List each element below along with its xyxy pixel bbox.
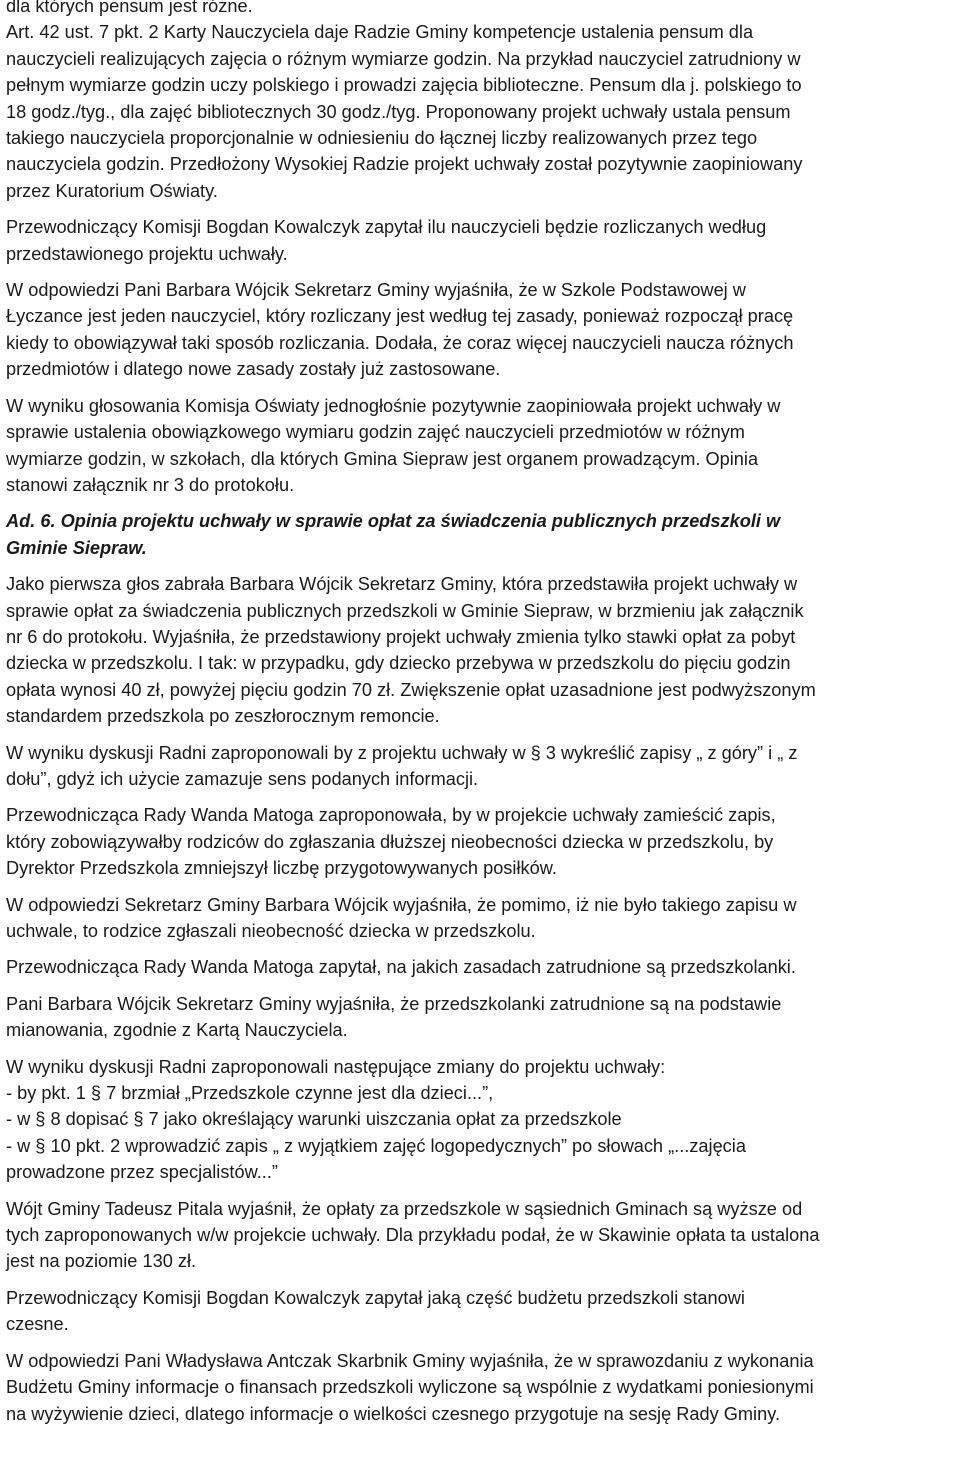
paragraph-budget-question: Przewodniczący Komisji Bogdan Kowalczyk zapytał jaką część budżetu przedszkoli stanowi czesne.	[6, 1287, 745, 1335]
paragraph-fees-project: Jako pierwsza głos zabrała Barbara Wójcik Sekretarz Gminy, która przedstawiła projekt uchwały w sprawie opłat za świadczenia publicznych przedszkoli w Gminie Siepraw, w brzmieniu jak załącznik nr 6 do protokołu. Wyjaśniła, że przedstawiony projekt uchwały zmienia tylko stawki opłat za pobyt dziecka w przedszkolu. I tak: w przypadku, gdy dziecko przebywa w przedszkolu do pięciu godzin opłata wynosi 40 zł, powyżej pięciu godzin 70 zł. Zwiększenie opłat uzasadnione jest podwyższonym standardem przedszkola po zeszłorocznym remoncie.	[6, 574, 816, 727]
paragraph-wojcik-answer: W odpowiedzi Pani Barbara Wójcik Sekretarz Gminy wyjaśniła, że w Szkole Podstawowej w Łyczance jest jeden nauczyciel, który rozliczany jest według tej zasady, ponieważ rozpoczął pracę kiedy to obowiązywał taki sposób rozliczania. Dodała, że coraz więcej nauczycieli naucza różnych przedmiotów i dlatego nowe zasady zostały już zastosowane.	[6, 280, 794, 380]
paragraph-vote-result: W wyniku głosowania Komisja Oświaty jednogłośnie pozytywnie zaopiniowała projekt uchwały w sprawie ustalenia obowiązkowego wymiaru godzin zajęć nauczycieli przedmiotów w różnym wymiarze godzin, w szkołach, dla których Gmina Siepraw jest organem prowadzącym. Opinia stanowi załącznik nr 3 do protokołu.	[6, 395, 781, 495]
paragraph-teachers-employment: Pani Barbara Wójcik Sekretarz Gminy wyjaśniła, że przedszkolanki zatrudnione są na podstawie mianowania, zgodnie z Kartą Nauczyciela.	[6, 993, 782, 1041]
paragraph-matoga-question: Przewodnicząca Rady Wanda Matoga zapytał, na jakich zasadach zatrudnione są przedszkolanki.	[6, 957, 796, 978]
paragraph-pensum-intro: dla których pensum jest różne. Art. 42 ust. 7 pkt. 2 Karty Nauczyciela daje Radzie Gminy kompetencje ustalenia pensum dla nauczycieli realizujących zajęcia o różnym wymiarze godzin. Na przykład nauczyciel zatrudniony w pełnym wymiarze godzin uczy polskiego i prowadzi zajęcia biblioteczne. Pensum dla j. polskiego to 18 godz./tyg., dla zajęć bibliotecznych 30 godz./tyg. Proponowany projekt uchwały ustala pensum takiego nauczyciela proporcjonalnie w odniesieniu do łącznej liczby realizowanych przez tego nauczyciela godzin. Przedłożony Wysokiej Radzie projekt uchwały został pozytywnie zaopiniowany przez Kuratorium Oświaty.	[6, 0, 803, 201]
paragraph-discussion-par3: W wyniku dyskusji Radni zaproponowali by z projektu uchwały w § 3 wykreślić zapisy „ z góry” i „ z dołu”, gdyż ich użycie zamazuje sens podanych informacji.	[6, 742, 798, 789]
paragraph-secretary-reply: W odpowiedzi Sekretarz Gminy Barbara Wójcik wyjaśniła, że pomimo, iż nie było takiego zapisu w uchwale, to rodzice zgłaszali nieobecność dziecka w przedszkolu.	[6, 894, 797, 941]
paragraph-proposed-changes: W wyniku dyskusji Radni zaproponowali następujące zmiany do projektu uchwały: - by pkt. 1 § 7 brzmiał „Przedszkole czynne jest dla dzieci...”, - w § 8 dopisać § 7 jako określający warunki uiszczania opłat za przedszkole - w § 10 pkt. 2 wprowadzić zapis „ z wyjątkiem zajęć logopedycznych” po słowach „...zajęcia prowadzone przez specjalistów...”	[6, 1056, 746, 1183]
paragraph-pitala-explanation: Wójt Gminy Tadeusz Pitala wyjaśnił, że opłaty za przedszkole w sąsiednich Gminach są wyższe od tych zaproponowanych w/w projekcie uchwały. Dla przykładu podał, że w Skawinie opłata ta ustalona jest na poziomie 130 zł.	[6, 1198, 820, 1272]
paragraph-kowalczyk-question: Przewodniczący Komisji Bogdan Kowalczyk zapytał ilu nauczycieli będzie rozliczanych według przedstawionego projektu uchwały.	[6, 217, 767, 264]
paragraph-matoga-proposal: Przewodnicząca Rady Wanda Matoga zaproponowała, by w projekcie uchwały zamieścić zapis, który zobowiązywałby rodziców do zgłaszania dłuższej nieobecności dziecka w przedszkolu, by Dyrektor Przedszkola zmniejszył liczbę przygotowywanych posiłków.	[6, 805, 776, 879]
section-heading-ad-6: Ad. 6. Opinia projektu uchwały w sprawie opłat za świadczenia publicznych przedszkoli w Gminie Siepraw.	[6, 511, 781, 558]
paragraph-antczak-answer: W odpowiedzi Pani Władysława Antczak Skarbnik Gminy wyjaśniła, że w sprawozdaniu z wykonania Budżetu Gminy informacje o finansach przedszkoli wyliczone są wspólnie z wydatkami poniesionymi na wyżywienie dzieci, dlatego informacje o wielkości czesnego przygotuje na sesję Rady Gminy.	[6, 1350, 814, 1424]
